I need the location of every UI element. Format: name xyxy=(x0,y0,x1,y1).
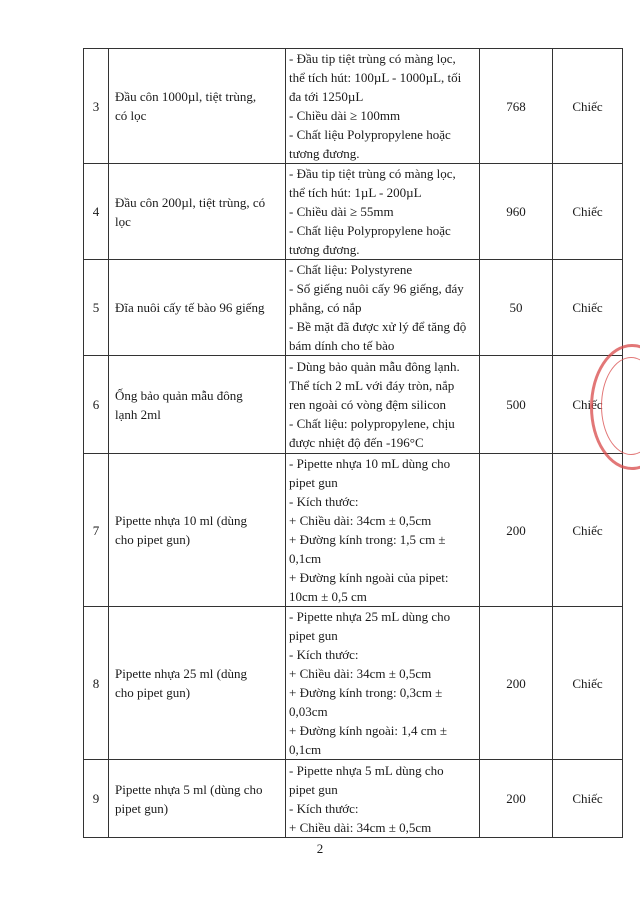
item-spec-line: + Đường kính trong: 1,5 cm ± xyxy=(289,532,446,547)
item-spec-line: bám dính cho tế bào xyxy=(289,338,395,353)
item-quantity: 768 xyxy=(480,49,553,164)
item-unit: Chiếc xyxy=(553,607,623,760)
row-number: 4 xyxy=(84,164,109,260)
table-row xyxy=(84,164,623,260)
table-row xyxy=(84,356,623,454)
supply-spec-table xyxy=(83,48,623,838)
table-row xyxy=(84,49,623,164)
item-name xyxy=(109,164,286,260)
item-spec-line: - Pipette nhựa 5 mL dùng cho xyxy=(289,762,444,778)
item-name-line: Đầu côn 1000µl, tiệt trùng, xyxy=(115,89,257,104)
row-number: 9 xyxy=(84,760,109,838)
item-name xyxy=(109,607,286,760)
item-spec-line: + Chiều dài: 34cm ± 0,5cm xyxy=(289,666,432,681)
item-spec-line: - Chiều dài ≥ 55mm xyxy=(289,204,394,219)
item-unit: Chiếc xyxy=(553,164,623,260)
table-row xyxy=(84,760,623,838)
item-name xyxy=(109,49,286,164)
item-spec-line: - Số giếng nuôi cấy 96 giếng, đáy xyxy=(289,281,464,296)
item-name-line: Pipette nhựa 5 ml (dùng cho xyxy=(115,781,263,797)
item-name-line: Pipette nhựa 10 ml (dùng xyxy=(115,513,247,528)
row-number: 7 xyxy=(84,454,109,607)
row-number: 5 xyxy=(84,260,109,356)
item-spec-line: tương đương. xyxy=(289,242,360,257)
item-quantity: 200 xyxy=(480,454,553,607)
stamp-inner-ring xyxy=(601,357,640,455)
item-spec-line: đa tới 1250µL xyxy=(289,89,364,104)
item-name xyxy=(109,356,286,454)
item-spec-line: - Chất liệu: polypropylene, chịu xyxy=(289,416,455,431)
row-number: 6 xyxy=(84,356,109,454)
item-spec-line: phẳng, có nắp xyxy=(289,300,362,315)
item-spec-line: + Đường kính trong: 0,3cm ± xyxy=(289,685,443,700)
item-spec-line: ren ngoài có vòng đệm silicon xyxy=(289,397,447,412)
item-quantity: 200 xyxy=(480,607,553,760)
item-name-line: Pipette nhựa 25 ml (dùng xyxy=(115,666,247,681)
item-name-line: cho pipet gun) xyxy=(115,685,191,700)
item-spec-line: - Chất liệu Polypropylene hoặc xyxy=(289,127,451,142)
item-quantity: 500 xyxy=(480,356,553,454)
item-unit: Chiếc xyxy=(553,49,623,164)
item-name-line: lọc xyxy=(115,213,131,229)
item-spec xyxy=(286,260,480,356)
item-spec-line: - Kích thước: xyxy=(289,647,359,662)
item-name-line: Đầu côn 200µl, tiệt trùng, có xyxy=(115,194,266,210)
item-name-line: Đĩa nuôi cấy tế bào 96 giếng xyxy=(115,300,265,315)
item-unit: Chiếc xyxy=(553,760,623,838)
item-spec-line: được nhiệt độ đến -196°C xyxy=(289,435,424,450)
item-spec xyxy=(286,49,480,164)
item-spec-line: thể tích hút: 100µL - 1000µL, tối xyxy=(289,70,462,85)
item-spec-line: + Chiều dài: 34cm ± 0,5cm xyxy=(289,819,432,835)
item-quantity: 200 xyxy=(480,760,553,838)
table-body xyxy=(84,49,623,838)
item-spec-line: - Đầu tip tiệt trùng có màng lọc, xyxy=(289,166,456,181)
item-spec-line: - Pipette nhựa 25 mL dùng cho xyxy=(289,609,451,624)
item-spec xyxy=(286,356,480,454)
item-spec-line: - Chiều dài ≥ 100mm xyxy=(289,108,401,123)
item-name-line: cho pipet gun) xyxy=(115,532,191,547)
item-unit: Chiếc xyxy=(553,356,623,454)
row-number: 3 xyxy=(84,49,109,164)
item-spec-line: pipet gun xyxy=(289,628,338,643)
item-unit: Chiếc xyxy=(553,454,623,607)
item-spec xyxy=(286,164,480,260)
table-row xyxy=(84,260,623,356)
item-name-line: Ống bảo quản mẫu đông xyxy=(115,387,243,403)
item-spec-line: 0,1cm xyxy=(289,551,322,566)
table-row xyxy=(84,454,623,607)
item-spec-line: + Chiều dài: 34cm ± 0,5cm xyxy=(289,513,432,528)
page-number: 2 xyxy=(316,841,324,856)
item-spec-line: - Bề mặt đã được xử lý để tăng độ xyxy=(289,319,467,334)
item-spec-line: - Dùng bảo quản mẫu đông lạnh. xyxy=(289,359,460,374)
item-spec-line: - Đầu tip tiệt trùng có màng lọc, xyxy=(289,51,456,66)
item-spec-line: - Kích thước: xyxy=(289,494,359,509)
item-spec-line: Thể tích 2 mL với đáy tròn, nắp xyxy=(289,378,455,393)
item-spec-line: 0,03cm xyxy=(289,704,328,719)
item-spec-line: - Chất liệu Polypropylene hoặc xyxy=(289,223,451,238)
item-spec-line: + Đường kính ngoài: 1,4 cm ± xyxy=(289,723,448,738)
item-unit: Chiếc xyxy=(553,260,623,356)
item-spec-line: 0,1cm xyxy=(289,742,322,757)
table-row xyxy=(84,607,623,760)
item-name-line: pipet gun) xyxy=(115,800,169,816)
item-spec-line: - Kích thước: xyxy=(289,800,359,816)
item-spec-line: pipet gun xyxy=(289,781,338,797)
row-number: 8 xyxy=(84,607,109,760)
item-spec xyxy=(286,760,480,838)
item-name-line: lạnh 2ml xyxy=(115,406,161,422)
item-spec-line: 10cm ± 0,5 cm xyxy=(289,589,367,604)
item-spec-line: - Pipette nhựa 10 mL dùng cho xyxy=(289,456,451,471)
item-name xyxy=(109,454,286,607)
item-spec-line: tương đương. xyxy=(289,146,360,161)
item-spec-line: + Đường kính ngoài của pipet: xyxy=(289,570,449,585)
item-name xyxy=(109,760,286,838)
item-spec-line: pipet gun xyxy=(289,475,338,490)
item-spec xyxy=(286,607,480,760)
item-quantity: 50 xyxy=(480,260,553,356)
item-spec-line: - Chất liệu: Polystyrene xyxy=(289,262,413,277)
item-spec-line: thể tích hút: 1µL - 200µL xyxy=(289,185,422,200)
item-name-line: có lọc xyxy=(115,108,147,123)
item-name xyxy=(109,260,286,356)
item-spec xyxy=(286,454,480,607)
item-quantity: 960 xyxy=(480,164,553,260)
